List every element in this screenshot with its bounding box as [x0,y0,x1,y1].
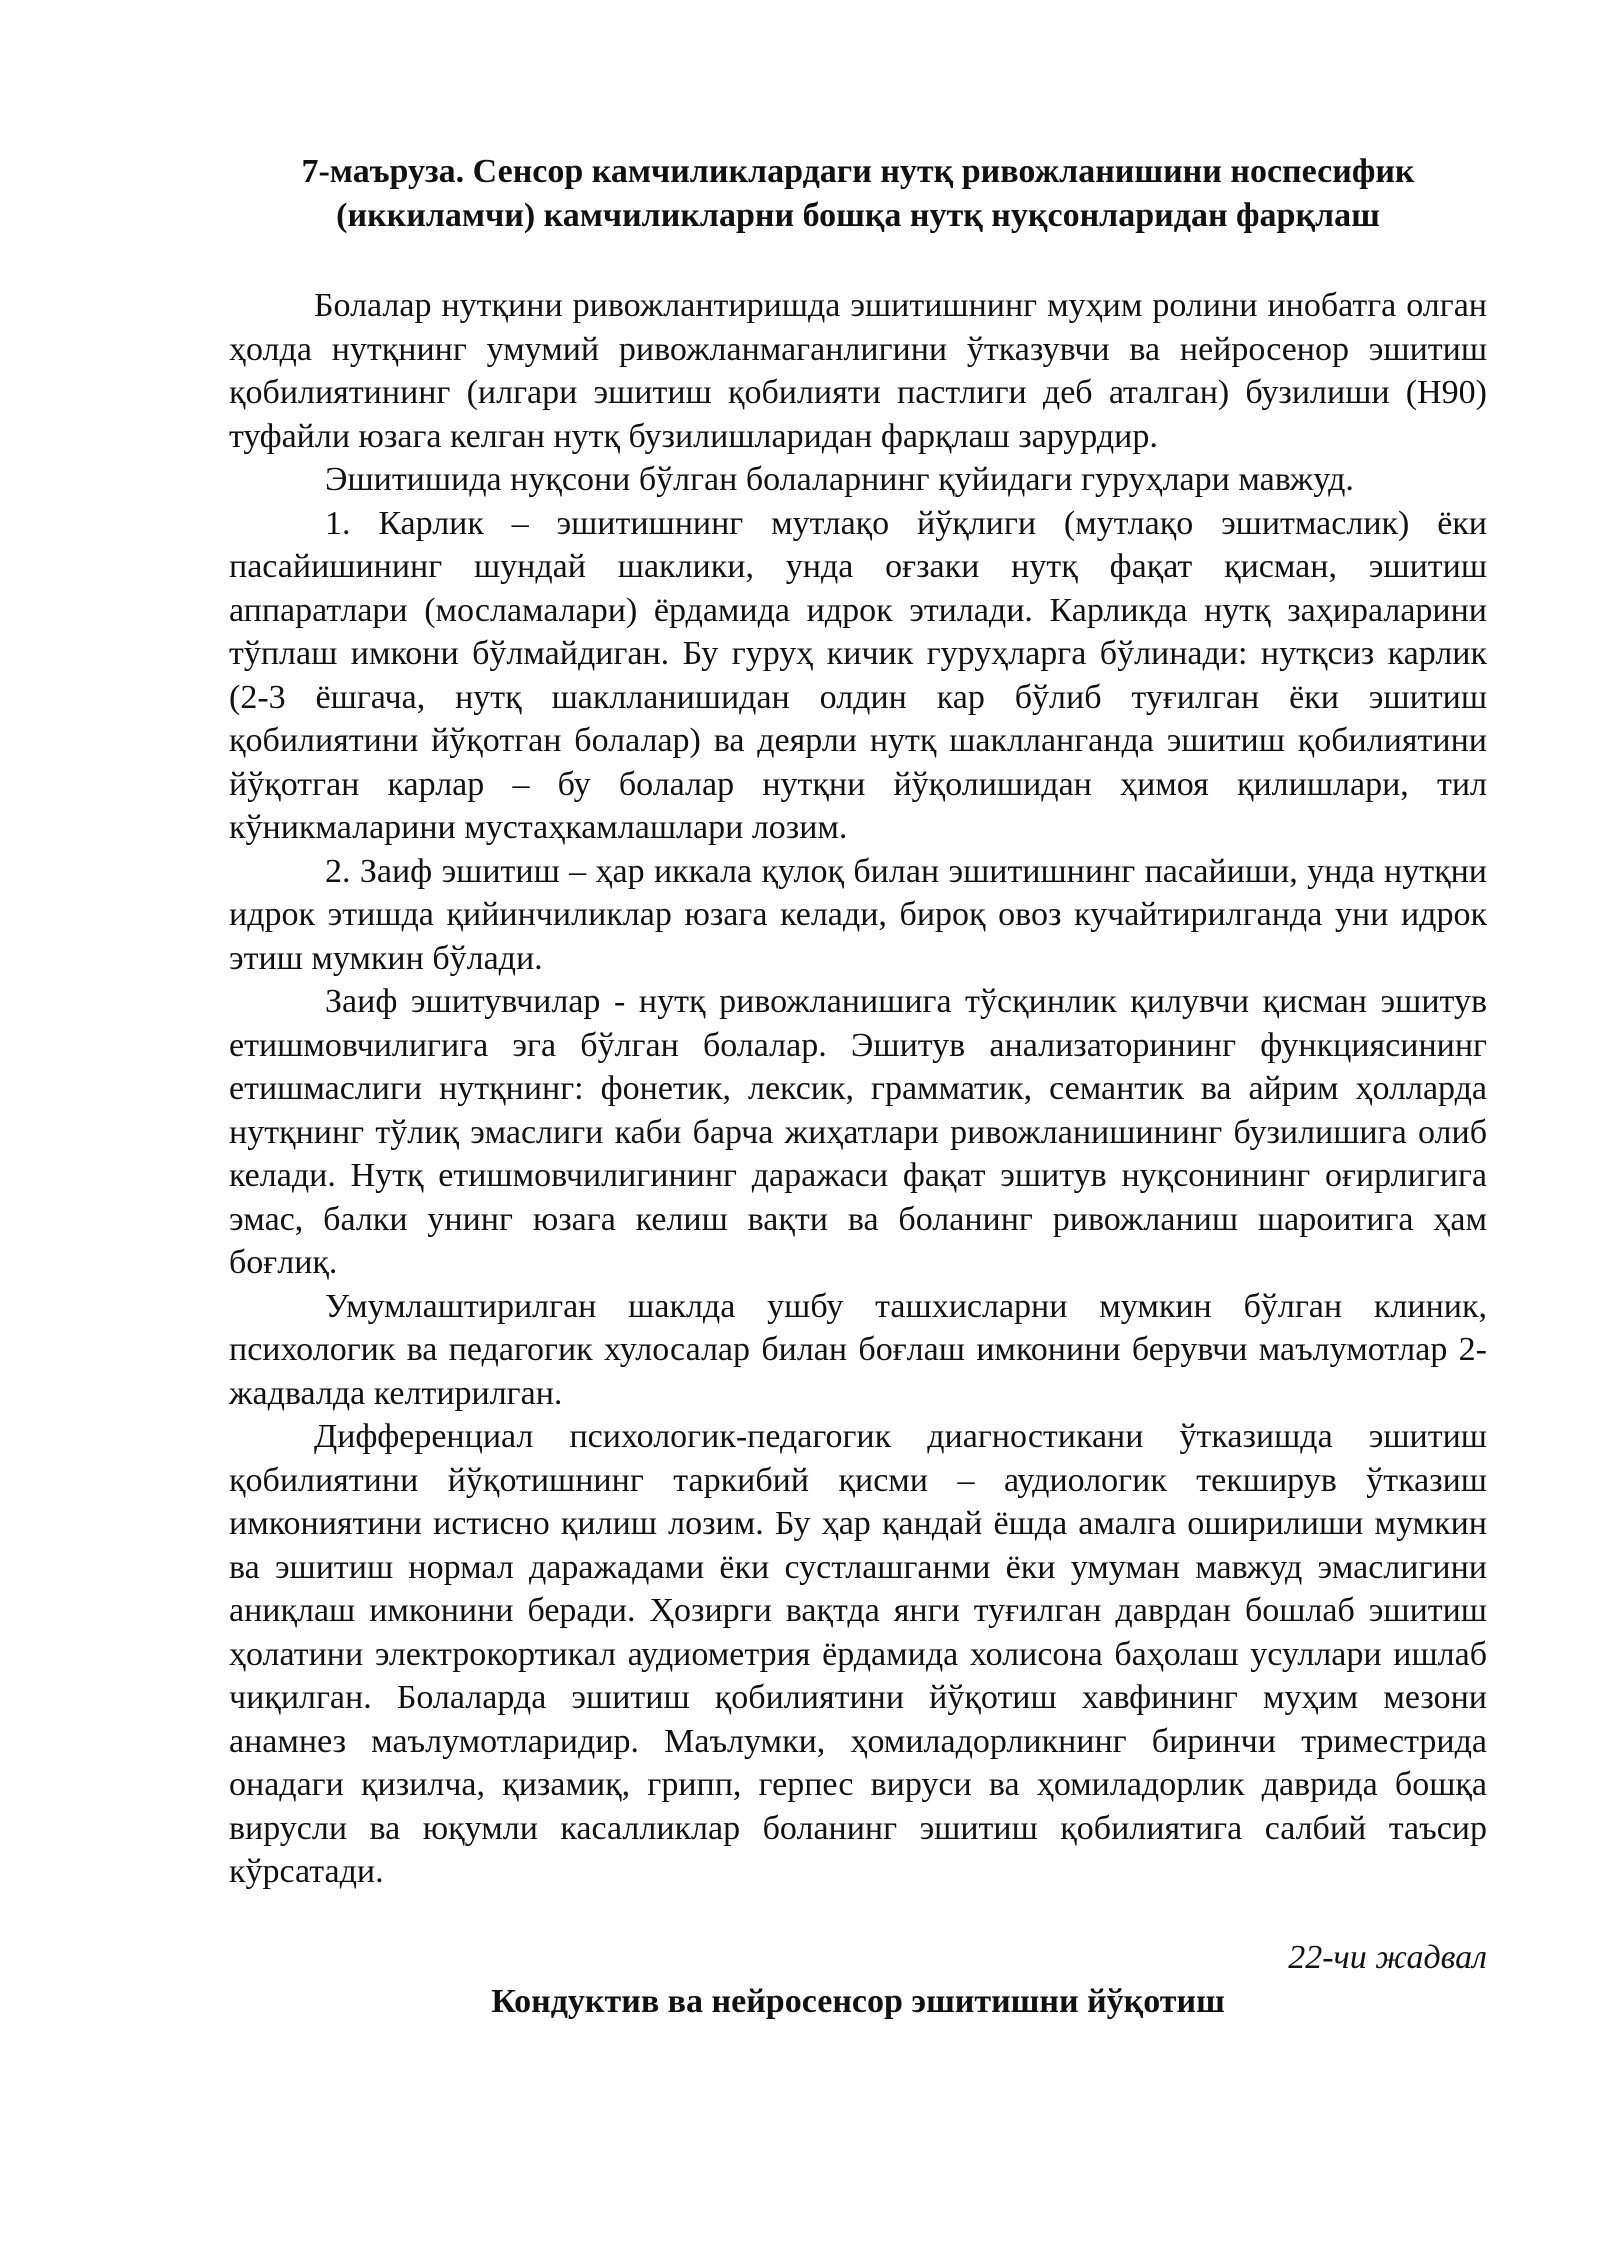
table-title: Кондуктив ва нейросенсор эшитишни йўқотиш [491,1982,1225,2020]
body-text [229,284,1487,1894]
paragraph-hearing-groups: Эшитишида нуқсони бўлган болаларнинг қуйидаги гуруҳлари мавжуд. [325,461,1354,498]
lecture-title-line-2: (иккиламчи) камчиликларни бошқа нутқ нуқсонларидан фарқлаш [336,197,1380,234]
paragraph-hearing-role: Болалар нутқини ривожлантиришда эшитишнинг муҳим ролини инобатга олган ҳолда нутқнинг умумий ривожланмаганлигини ўтказувчи ва нейросенор эшитиш қобилиятининг (илгари эшитиш қобилияти пастлиги деб аталган) бузилиши (H90) туфайли юзага келган нутқ бузилишларидан фарқлаш зарурдир. [229,287,1487,455]
paragraph-hard-of-hearing: 2. Заиф эшитиш – ҳар иккала қулоқ билан эшитишнинг пасайиши, унда нутқни идрок этишда қийинчиликлар юзага келади, бироқ овоз кучайтирилганда уни идрок этиш мумкин бўлади. [229,852,1487,977]
paragraph-differential-diagnostics: Дифференциал психологик-педагогик диагностикани ўтказишда эшитиш қобилиятини йўқотишнинг таркибий қисми – аудиологик текширув ўтказиш имкониятини истисно қилиш лозим. Бу ҳар қандай ёшда амалга оширилиши мумкин ва эшитиш нормал даражадами ёки сустлашганми ёки умуман мавжуд эмаслигини аниқлаш имконини беради. Ҳозирги вақтда янги туғилган даврдан бошлаб эшитиш ҳолатини электрокортикал аудиометрия ёрдамида холисона баҳолаш усуллари ишлаб чиқилган. Болаларда эшитиш қобилиятини йўқотиш хавфининг муҳим мезони анамнез маълумотларидир. Маълумки, ҳомиладорликнинг биринчи триместрида онадаги қизилча, қизамиқ, грипп, герпес вируси ва ҳомиладорлик даврида бошқа вирусли ва юқумли касалликлар боланинг эшитиш қобилиятига салбий таъсир кўрсатади. [229,1418,1487,1890]
paragraph-weak-hearing-children: Заиф эшитувчилар - нутқ ривожланишига тўсқинлик қилувчи қисман эшитув етишмовчилигига эга бўлган болалар. Эшитув анализаторининг функциясининг етишмаслиги нутқнинг: фонетик, лексик, грамматик, семантик ва айрим ҳолларда нутқнинг тўлиқ эмаслиги каби барча жиҳатлари ривожланишининг бузилишига олиб келади. Нутқ етишмовчилигининг даражаси фақат эшитув нуқсонининг оғирлигига эмас, балки унинг юзага келиш вақти ва боланинг ривожланиш шароитига ҳам боғлиқ. [229,983,1487,1281]
lecture-title-line-1: 7-маъруза. Сенсор камчиликлардаги нутқ ривожланишини носпесифик [301,153,1415,190]
paragraph-deafness: 1. Карлик – эшитишнинг мутлақо йўқлиги (мутлақо эшитмаслик) ёки пасайишининг шундай шаклики, унда оғзаки нутқ фақат қисман, эшитиш аппаратлари (мосламалари) ёрдамида идрок этилади. Карликда нутқ заҳираларини тўплаш имкони бўлмайдиган. Бу гуруҳ кичик гуруҳларга бўлинади: нутқсиз карлик (2-3 ёшгача, нутқ шаклланишидан олдин кар бўлиб туғилган ёки эшитиш қобилиятини йўқотган болалар) ва деярли нутқ шаклланганда эшитиш қобилиятини йўқотган карлар – бу болалар нутқни йўқолишидан ҳимоя қилишлари, тил кўникмаларини мустаҳкамлашлари лозим. [229,504,1487,846]
paragraph-generalized-data: Умумлаштирилган шаклда ушбу ташхисларни мумкин бўлган клиник, психологик ва педагогик хулосалар билан боғлаш имконини берувчи маълумотлар 2-жадвалда келтирилган. [229,1287,1487,1412]
table-caption: 22-чи жадвал [1288,1938,1487,1976]
lecture-title [229,150,1487,238]
page-content [229,150,1487,2024]
